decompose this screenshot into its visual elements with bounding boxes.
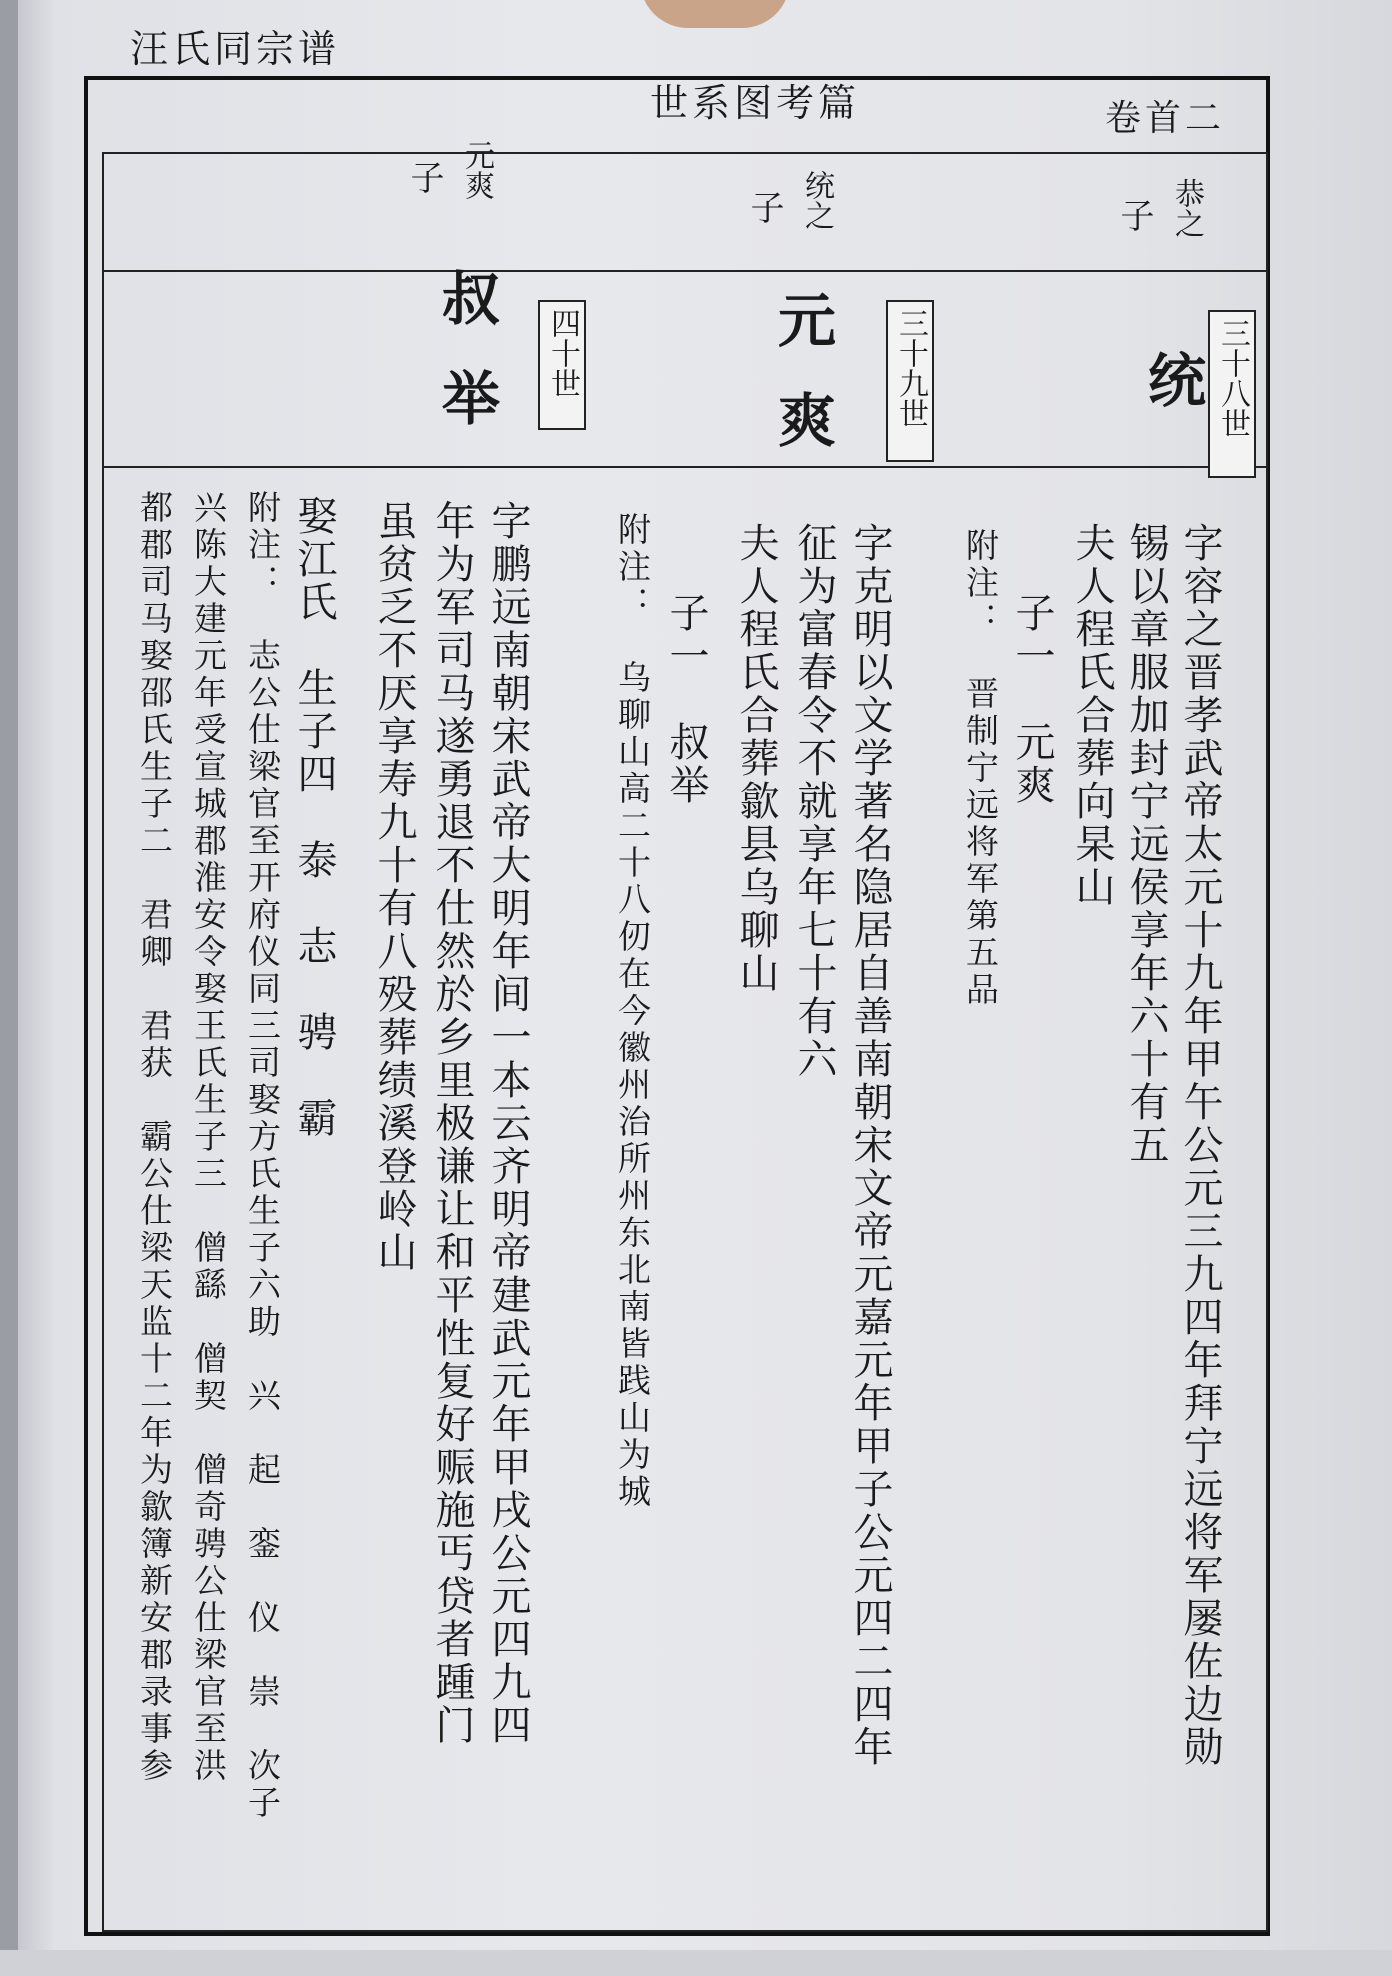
generation-label-39: 三十九世 — [886, 300, 934, 462]
generation-name-40: 叔举 — [432, 268, 500, 468]
relation-yuanshuang — [400, 140, 493, 200]
generation-row-divider — [102, 466, 1268, 468]
text-column-3: 夫人程氏合葬向杲山 — [1069, 522, 1115, 909]
page-bottom-edge — [0, 1950, 1392, 1976]
relation-gongzhi — [1110, 178, 1203, 238]
generation-label-38: 三十八世 — [1208, 310, 1256, 478]
relation-parent: 统之 — [799, 170, 834, 230]
text-column-9: 子一 叔举 — [663, 592, 709, 807]
text-column-8: 夫人程氏合葬歙县乌聊山 — [733, 522, 779, 995]
text-column-16: 兴陈大建元年受宣城郡淮安令娶王氏生子三 僧繇 僧契 僧奇骋公仕梁官至洪 — [189, 490, 228, 1785]
text-column-14: 娶江氏 生子四 泰 志 骋 霸 — [291, 495, 337, 1140]
book-spine-edge — [0, 0, 18, 1976]
relation-child: 子 — [404, 160, 444, 194]
text-column-15: 附注： 志公仕梁官至开府仪同三司娶方氏生子六助 兴 起 銮 仪 崇 次子 — [243, 490, 282, 1822]
generation-name-38: 统 — [1138, 350, 1206, 450]
text-column-17: 都郡司马娶邵氏生子二 君卿 君获 霸公仕梁天监十二年为歙簿新安郡录事参 — [135, 490, 174, 1785]
generation-name-39: 元爽 — [768, 290, 836, 490]
holding-finger — [640, 0, 790, 28]
text-column-11: 字鹏远南朝宋武帝大明年间一本云齐明帝建武元年甲戌公元四九四 — [485, 500, 531, 1747]
text-column-1: 字容之晋孝武帝太元十九年甲午公元三九四年拜宁远将军屡佐边勋 — [1177, 522, 1223, 1769]
relation-parent: 元爽 — [459, 140, 494, 200]
text-column-13: 虽贫乏不厌享寿九十有八殁葬绩溪登岭山 — [371, 500, 417, 1274]
text-column-5: 附注： 晋制宁远将军第五品 — [961, 528, 1000, 1009]
volume-label: 卷首二 — [1105, 98, 1226, 139]
generation-label-40: 四十世 — [538, 300, 586, 430]
text-column-4: 子一 元爽 — [1009, 592, 1055, 807]
text-column-7: 征为富春令不就享年七十有六 — [791, 522, 837, 1081]
relation-parent: 恭之 — [1169, 178, 1204, 238]
text-column-6: 字克明以文学著名隐居自善南朝宋文帝元嘉元年甲子公元四二四年 — [847, 522, 893, 1769]
text-column-10: 附注： 乌聊山高二十八仞在今徽州治所州东北南皆践山为城 — [613, 512, 652, 1511]
text-column-12: 年为军司马遂勇退不仕然於乡里极谦让和平性复好赈施丐贷者踵门 — [429, 500, 475, 1747]
section-title: 世系图考篇 — [650, 81, 861, 125]
text-column-2: 锡以章服加封宁远侯享年六十有五 — [1123, 522, 1169, 1167]
relation-tongzhi — [740, 170, 833, 230]
book-title: 汪氏同宗谱 — [130, 27, 341, 71]
relation-row-divider — [102, 270, 1268, 272]
relation-child: 子 — [1114, 198, 1154, 232]
relation-child: 子 — [744, 190, 784, 224]
